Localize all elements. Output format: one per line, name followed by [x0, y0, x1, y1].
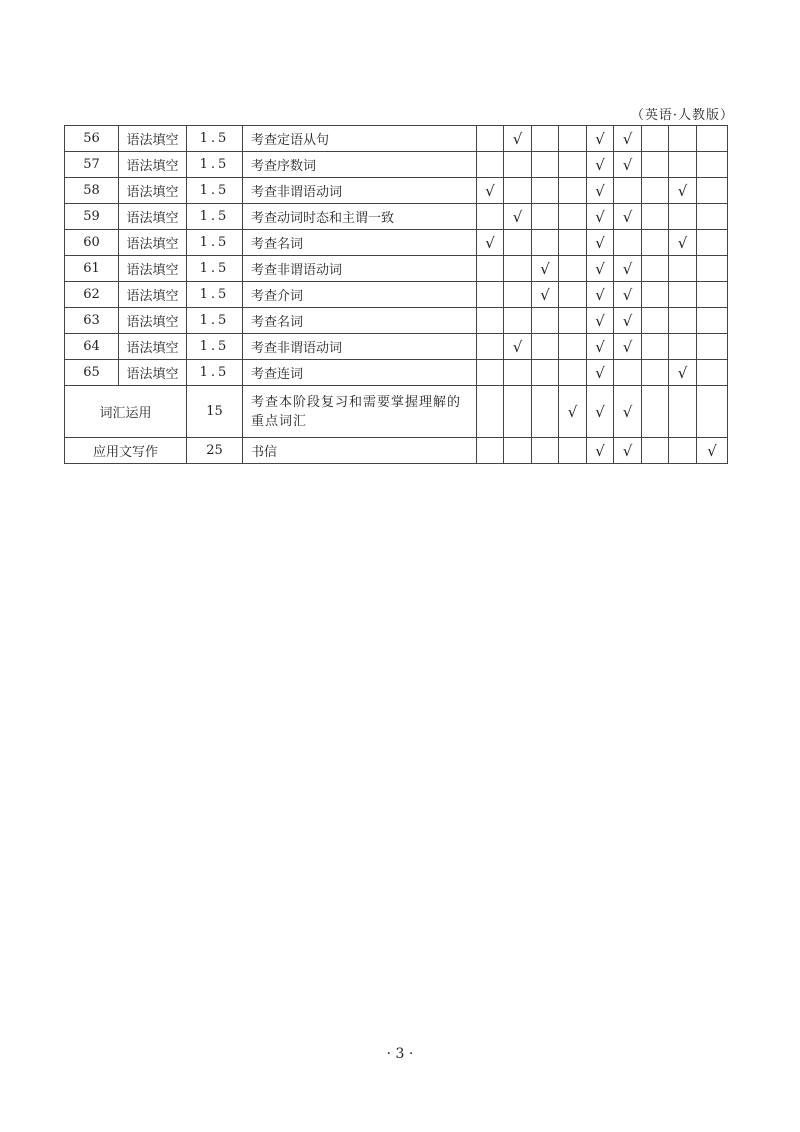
empty-check-cell — [532, 438, 559, 464]
question-type: 语法填空 — [119, 360, 187, 386]
empty-check-cell — [532, 334, 559, 360]
empty-check-cell — [559, 308, 587, 334]
question-score: 1.5 — [187, 204, 243, 230]
empty-check-cell — [559, 438, 587, 464]
question-score: 1.5 — [187, 334, 243, 360]
empty-check-cell — [504, 152, 532, 178]
empty-check-cell — [532, 126, 559, 152]
empty-check-cell — [477, 152, 504, 178]
empty-check-cell — [697, 204, 728, 230]
empty-check-cell — [642, 256, 669, 282]
question-number: 57 — [65, 152, 119, 178]
check-mark: √ — [614, 386, 642, 438]
empty-check-cell — [697, 386, 728, 438]
section-content: 考查本阶段复习和需要掌握理解的重点词汇 — [243, 386, 477, 438]
empty-check-cell — [669, 204, 697, 230]
check-mark: √ — [532, 256, 559, 282]
question-content: 考查动词时态和主谓一致 — [243, 204, 477, 230]
empty-check-cell — [642, 386, 669, 438]
check-mark: √ — [559, 386, 587, 438]
empty-check-cell — [532, 178, 559, 204]
empty-check-cell — [697, 282, 728, 308]
empty-check-cell — [697, 126, 728, 152]
empty-check-cell — [504, 308, 532, 334]
question-number: 56 — [65, 126, 119, 152]
empty-check-cell — [532, 360, 559, 386]
check-mark: √ — [477, 178, 504, 204]
question-score: 1.5 — [187, 230, 243, 256]
question-number: 61 — [65, 256, 119, 282]
question-number: 63 — [65, 308, 119, 334]
empty-check-cell — [504, 438, 532, 464]
empty-check-cell — [614, 230, 642, 256]
empty-check-cell — [669, 126, 697, 152]
check-mark: √ — [587, 152, 614, 178]
question-type: 语法填空 — [119, 308, 187, 334]
question-score: 1.5 — [187, 178, 243, 204]
question-score: 1.5 — [187, 360, 243, 386]
empty-check-cell — [642, 438, 669, 464]
empty-check-cell — [642, 204, 669, 230]
exam-spec-table-body — [65, 126, 728, 464]
empty-check-cell — [614, 360, 642, 386]
table-row — [65, 256, 728, 282]
question-type: 语法填空 — [119, 230, 187, 256]
section-type: 词汇运用 — [65, 386, 187, 438]
check-mark: √ — [587, 178, 614, 204]
page-number: · 3 · — [386, 1046, 414, 1062]
empty-check-cell — [697, 360, 728, 386]
empty-check-cell — [559, 282, 587, 308]
empty-check-cell — [697, 308, 728, 334]
question-content: 考查介词 — [243, 282, 477, 308]
question-type: 语法填空 — [119, 204, 187, 230]
empty-check-cell — [504, 360, 532, 386]
question-type: 语法填空 — [119, 256, 187, 282]
question-type: 语法填空 — [119, 152, 187, 178]
check-mark: √ — [587, 126, 614, 152]
subject-edition-label: （英语·人教版） — [630, 108, 734, 123]
empty-check-cell — [504, 230, 532, 256]
empty-check-cell — [669, 308, 697, 334]
question-content: 考查非谓语动词 — [243, 334, 477, 360]
table-row — [65, 386, 728, 438]
question-number: 62 — [65, 282, 119, 308]
check-mark: √ — [614, 308, 642, 334]
empty-check-cell — [697, 256, 728, 282]
empty-check-cell — [669, 334, 697, 360]
empty-check-cell — [559, 152, 587, 178]
table-row — [65, 282, 728, 308]
question-number: 58 — [65, 178, 119, 204]
question-content: 考查名词 — [243, 308, 477, 334]
empty-check-cell — [504, 386, 532, 438]
question-content: 考查非谓语动词 — [243, 178, 477, 204]
check-mark: √ — [587, 256, 614, 282]
empty-check-cell — [642, 334, 669, 360]
empty-check-cell — [477, 204, 504, 230]
empty-check-cell — [642, 308, 669, 334]
empty-check-cell — [477, 308, 504, 334]
check-mark: √ — [504, 126, 532, 152]
check-mark: √ — [697, 438, 728, 464]
empty-check-cell — [504, 178, 532, 204]
check-mark: √ — [614, 438, 642, 464]
question-content: 考查序数词 — [243, 152, 477, 178]
empty-check-cell — [669, 438, 697, 464]
table-row — [65, 438, 728, 464]
check-mark: √ — [614, 152, 642, 178]
empty-check-cell — [642, 152, 669, 178]
table-row — [65, 360, 728, 386]
check-mark: √ — [532, 282, 559, 308]
section-score: 25 — [187, 438, 243, 464]
question-score: 1.5 — [187, 308, 243, 334]
question-score: 1.5 — [187, 152, 243, 178]
empty-check-cell — [669, 256, 697, 282]
table-row — [65, 230, 728, 256]
question-score: 1.5 — [187, 256, 243, 282]
empty-check-cell — [697, 334, 728, 360]
empty-check-cell — [614, 178, 642, 204]
question-type: 语法填空 — [119, 178, 187, 204]
check-mark: √ — [614, 256, 642, 282]
table-row — [65, 152, 728, 178]
empty-check-cell — [504, 282, 532, 308]
empty-check-cell — [532, 308, 559, 334]
question-number: 65 — [65, 360, 119, 386]
table-row — [65, 178, 728, 204]
empty-check-cell — [477, 334, 504, 360]
question-content: 考查连词 — [243, 360, 477, 386]
empty-check-cell — [477, 282, 504, 308]
empty-check-cell — [559, 178, 587, 204]
empty-check-cell — [477, 126, 504, 152]
question-score: 1.5 — [187, 126, 243, 152]
empty-check-cell — [477, 438, 504, 464]
check-mark: √ — [669, 230, 697, 256]
empty-check-cell — [559, 256, 587, 282]
empty-check-cell — [559, 126, 587, 152]
empty-check-cell — [559, 230, 587, 256]
empty-check-cell — [642, 230, 669, 256]
table-row — [65, 204, 728, 230]
section-type: 应用文写作 — [65, 438, 187, 464]
empty-check-cell — [669, 282, 697, 308]
empty-check-cell — [532, 386, 559, 438]
check-mark: √ — [587, 386, 614, 438]
empty-check-cell — [642, 178, 669, 204]
empty-check-cell — [559, 204, 587, 230]
empty-check-cell — [559, 360, 587, 386]
exam-spec-table — [64, 125, 728, 464]
empty-check-cell — [697, 178, 728, 204]
question-content: 考查非谓语动词 — [243, 256, 477, 282]
check-mark: √ — [587, 308, 614, 334]
question-number: 60 — [65, 230, 119, 256]
table-row — [65, 308, 728, 334]
empty-check-cell — [532, 152, 559, 178]
empty-check-cell — [532, 230, 559, 256]
empty-check-cell — [669, 386, 697, 438]
question-score: 1.5 — [187, 282, 243, 308]
question-number: 59 — [65, 204, 119, 230]
table-row — [65, 126, 728, 152]
empty-check-cell — [477, 360, 504, 386]
check-mark: √ — [587, 282, 614, 308]
check-mark: √ — [587, 438, 614, 464]
question-content: 考查定语从句 — [243, 126, 477, 152]
empty-check-cell — [642, 126, 669, 152]
empty-check-cell — [532, 204, 559, 230]
empty-check-cell — [697, 152, 728, 178]
check-mark: √ — [587, 230, 614, 256]
section-score: 15 — [187, 386, 243, 438]
empty-check-cell — [477, 256, 504, 282]
check-mark: √ — [587, 334, 614, 360]
question-type: 语法填空 — [119, 126, 187, 152]
check-mark: √ — [614, 126, 642, 152]
check-mark: √ — [504, 334, 532, 360]
empty-check-cell — [642, 360, 669, 386]
check-mark: √ — [669, 178, 697, 204]
check-mark: √ — [614, 282, 642, 308]
check-mark: √ — [614, 204, 642, 230]
empty-check-cell — [697, 230, 728, 256]
question-content: 考查名词 — [243, 230, 477, 256]
empty-check-cell — [504, 256, 532, 282]
section-content: 书信 — [243, 438, 477, 464]
question-type: 语法填空 — [119, 334, 187, 360]
check-mark: √ — [587, 204, 614, 230]
table-row — [65, 334, 728, 360]
check-mark: √ — [477, 230, 504, 256]
empty-check-cell — [477, 386, 504, 438]
check-mark: √ — [587, 360, 614, 386]
question-type: 语法填空 — [119, 282, 187, 308]
empty-check-cell — [559, 334, 587, 360]
check-mark: √ — [504, 204, 532, 230]
check-mark: √ — [614, 334, 642, 360]
empty-check-cell — [642, 282, 669, 308]
question-number: 64 — [65, 334, 119, 360]
check-mark: √ — [669, 360, 697, 386]
empty-check-cell — [669, 152, 697, 178]
